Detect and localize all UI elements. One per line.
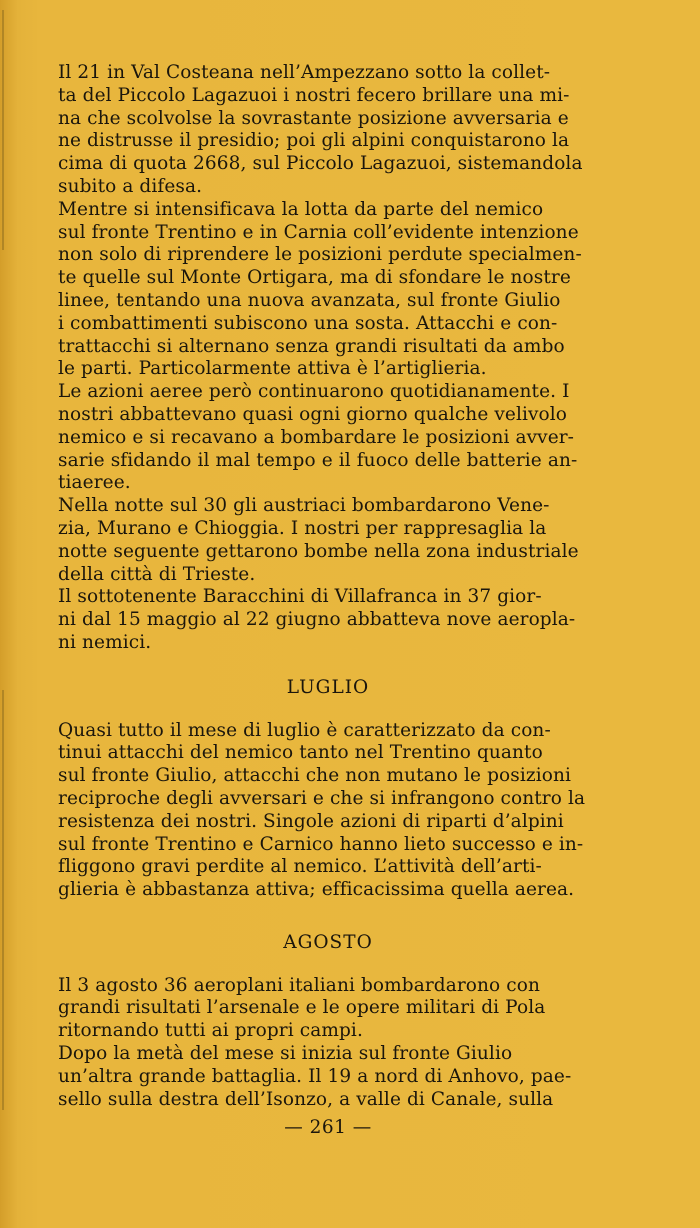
text-line: ta del Piccolo Lagazuoi i nostri fecero brillare una mi-	[58, 84, 570, 106]
text-line: non solo di riprendere le posizioni perdute specialmen-	[58, 244, 582, 266]
text-line: della città di Trieste.	[58, 563, 256, 585]
text-line: nostri abbattevano quasi ogni giorno qualche velivolo	[58, 403, 568, 425]
text-line: zia, Murano e Chioggia. I nostri per rappresaglia la	[58, 517, 547, 539]
text-line: te quelle sul Monte Ortigara, ma di sfondare le nostre	[58, 267, 571, 289]
text-line: i combattimenti subiscono una sosta. Attacchi e con-	[58, 312, 558, 334]
text-line: sarie sfidando il mal tempo e il fuoco delle batterie an-	[58, 449, 578, 471]
text-line: tiaeree.	[58, 472, 131, 494]
paragraph	[58, 199, 598, 381]
text-line: Il sottotenente Baracchini di Villafranca in 37 gior-	[58, 586, 542, 608]
text-line: sul fronte Giulio, attacchi che non mutano le posizioni	[58, 765, 571, 787]
text-line: Quasi tutto il mese di luglio è caratterizzato da con-	[58, 719, 551, 741]
text-line: fliggono gravi perdite al nemico. L’attività dell’arti-	[58, 856, 542, 878]
section-giugno-text	[58, 62, 598, 655]
text-line: na che scolvolse la sovrastante posizione avversaria e	[58, 107, 569, 129]
text-line: le parti. Particolarmente attiva è l’artiglieria.	[58, 358, 487, 380]
paragraph	[58, 62, 598, 199]
page-edge-shadow	[2, 10, 4, 250]
paragraph	[58, 381, 598, 495]
text-line: un’altra grande battaglia. Il 19 a nord di Anhovo, pae-	[58, 1065, 572, 1087]
heading-luglio: LUGLIO	[286, 676, 370, 698]
text-line: sul fronte Trentino e in Carnia coll’evidente intenzione	[58, 221, 579, 243]
text-line: Il 3 agosto 36 aeroplani italiani bombardarono con	[58, 974, 540, 996]
text-line: ni dal 15 maggio al 22 giugno abbatteva nove aeropla-	[58, 609, 576, 631]
text-line: notte seguente gettarono bombe nella zona industriale	[58, 540, 579, 562]
page-edge-shadow	[2, 690, 4, 1110]
page-text	[58, 62, 598, 1159]
text-line: reciproche degli avversari e che si infrangono contro la	[58, 787, 586, 809]
paragraph	[58, 495, 598, 586]
heading-agosto: AGOSTO	[283, 931, 373, 953]
page-number: — 261 —	[284, 1117, 372, 1139]
text-line: tinui attacchi del nemico tanto nel Trentino quanto	[58, 742, 543, 764]
text-line: nemico e si recavano a bombardare le posizioni avver-	[58, 426, 575, 448]
section-luglio-text	[58, 720, 598, 902]
text-line: cima di quota 2668, sul Piccolo Lagazuoi, sistemandola	[58, 153, 583, 175]
text-line: subito a difesa.	[58, 175, 203, 197]
text-line: trattacchi si alternano senza grandi risultati da ambo	[58, 335, 565, 357]
text-line: resistenza dei nostri. Singole azioni di riparti d’alpini	[58, 810, 564, 832]
text-line: Il 21 in Val Costeana nell’Ampezzano sotto la collet-	[58, 62, 551, 83]
text-line: ne distrusse il presidio; poi gli alpini conquistarono la	[58, 130, 570, 152]
text-line: ni nemici.	[58, 631, 152, 653]
text-line: Dopo la metà del mese si inizia sul fronte Giulio	[58, 1043, 513, 1065]
text-line: Le azioni aeree però continuarono quotidianamente. I	[58, 381, 570, 403]
text-line: ritornando tutti ai propri campi.	[58, 1020, 363, 1042]
text-line: linee, tentando una nuova avanzata, sul fronte Giulio	[58, 289, 561, 311]
text-line: Nella notte sul 30 gli austriaci bombardarono Vene-	[58, 495, 550, 517]
paragraph	[58, 720, 598, 902]
text-line: Mentre si intensificava la lotta da parte del nemico	[58, 198, 544, 220]
text-line: sul fronte Trentino e Carnico hanno lieto successo e in-	[58, 833, 584, 855]
text-line: sello sulla destra dell’Isonzo, a valle di Canale, sulla	[58, 1088, 554, 1110]
text-line: glieria è abbastanza attiva; efficacissima quella aerea.	[58, 879, 575, 901]
section-agosto-text	[58, 975, 598, 1112]
text-line: grandi risultati l’arsenale e le opere militari di Pola	[58, 997, 546, 1019]
paragraph	[58, 1043, 598, 1111]
paragraph	[58, 586, 598, 654]
paragraph	[58, 975, 598, 1043]
